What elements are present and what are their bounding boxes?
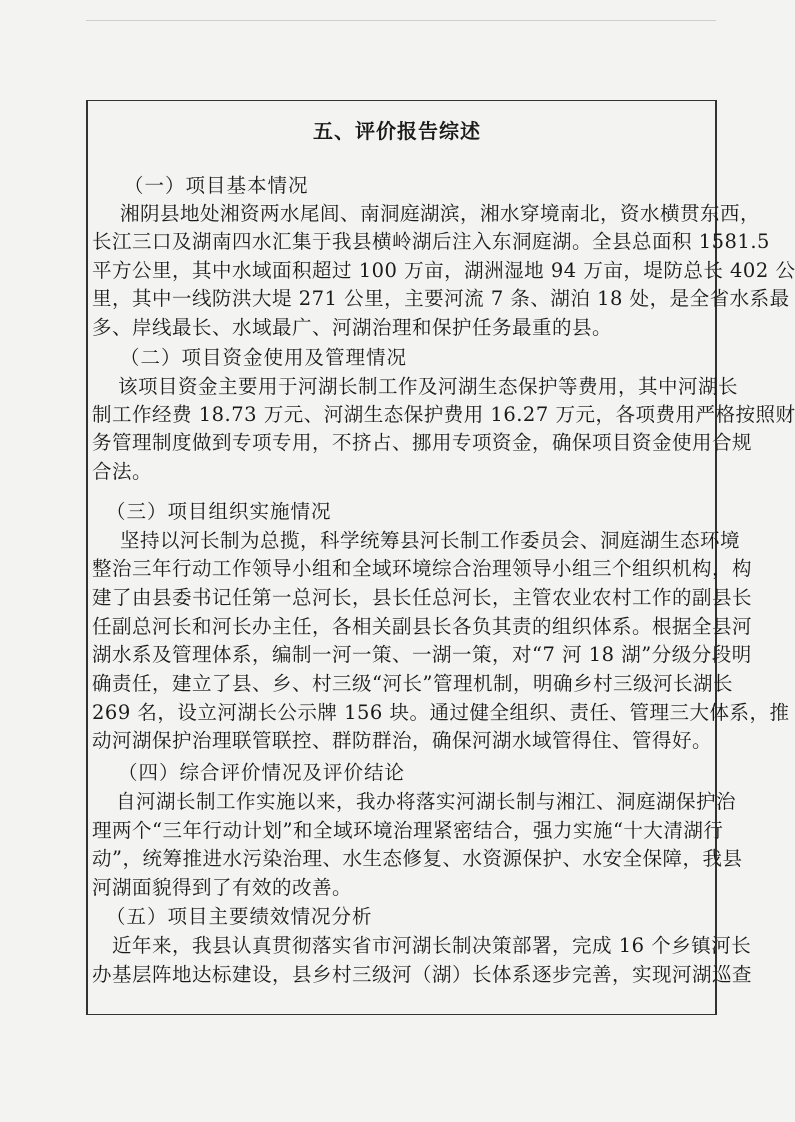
paragraph-line: 确责任，建立了县、乡、村三级“河长”管理机制，明确乡村三级河长湖长 <box>92 672 733 695</box>
section-heading: （三）项目组织实施情况 <box>106 500 332 523</box>
paragraph-line: 平方公里，其中水域面积超过 100 万亩，湖洲湿地 94 万亩，堤防总长 402 公 <box>92 259 795 282</box>
section-heading: （一）项目基本情况 <box>124 174 309 197</box>
paragraph-line: 整治三年行动工作领导小组和全域环境综合治理领导小组三个组织机构，构 <box>92 557 753 580</box>
paragraph-line: 自河湖长制工作实施以来，我办将落实河湖长制与湘江、洞庭湖保护治 <box>116 790 737 813</box>
paragraph-line: 坚持以河长制为总揽，科学统筹县河长制工作委员会、洞庭湖生态环境 <box>120 529 741 552</box>
paragraph-line: 湘阴县地处湘资两水尾闾、南洞庭湖滨，湘水穿境南北，资水横贯东西， <box>120 202 761 225</box>
paragraph-line: 长江三口及湖南四水汇集于我县横岭湖后注入东洞庭湖。全县总面积 1581.5 <box>92 230 770 253</box>
top-divider <box>86 20 716 21</box>
paragraph-line: 制工作经费 18.73 万元、河湖生态保护费用 16.27 万元，各项费用严格按照财 <box>92 403 795 426</box>
paragraph-line: 合法。 <box>92 460 153 483</box>
paragraph-line: 务管理制度做到专项专用，不挤占、挪用专项资金，确保项目资金使用合规 <box>92 431 753 454</box>
paragraph-line: 近年来，我县认真贯彻落实省市河湖长制决策部署，完成 16 个乡镇河长 <box>112 934 752 957</box>
paragraph-line: 理两个“三年行动计划”和全域环境治理紧密结合，强力实施“十大清湖行 <box>92 819 724 842</box>
paragraph-line: 里，其中一线防洪大堤 271 公里，主要河流 7 条、湖泊 18 处，是全省水系最 <box>92 287 790 310</box>
section-heading: （五）项目主要绩效情况分析 <box>106 905 373 928</box>
paragraph-line: 多、岸线最长、水域最广、河湖治理和保护任务最重的县。 <box>92 316 613 339</box>
paragraph-line: 动”，统筹推进水污染治理、水生态修复、水资源保护、水安全保障，我县 <box>92 847 743 870</box>
paragraph-line: 建了由县委书记任第一总河长，县长任总河长，主管农业农村工作的副县长 <box>92 586 753 609</box>
section-heading: （二）项目资金使用及管理情况 <box>120 346 408 369</box>
paragraph-line: 该项目资金主要用于河湖长制工作及河湖生态保护等费用，其中河湖长 <box>118 375 739 398</box>
page-title: 五、评价报告综述 <box>313 119 481 143</box>
section-heading: （四）综合评价情况及评价结论 <box>118 761 406 784</box>
paragraph-line: 任副总河长和河长办主任，各相关副县长各负其责的组织体系。根据全县河 <box>92 615 753 638</box>
paragraph-line: 269 名，设立河湖长公示牌 156 块。通过健全组织、责任、管理三大体系，推 <box>92 701 790 724</box>
paragraph-line: 湖水系及管理体系，编制一河一策、一湖一策，对“7 河 18 湖”分级分段明 <box>92 643 752 666</box>
paragraph-line: 动河湖保护治理联管联控、群防群治，确保河湖水域管得住、管得好。 <box>92 729 713 752</box>
paragraph-line: 河湖面貌得到了有效的改善。 <box>92 876 353 899</box>
paragraph-line: 办基层阵地达标建设，县乡村三级河（湖）长体系逐步完善，实现河湖巡查 <box>92 963 753 986</box>
